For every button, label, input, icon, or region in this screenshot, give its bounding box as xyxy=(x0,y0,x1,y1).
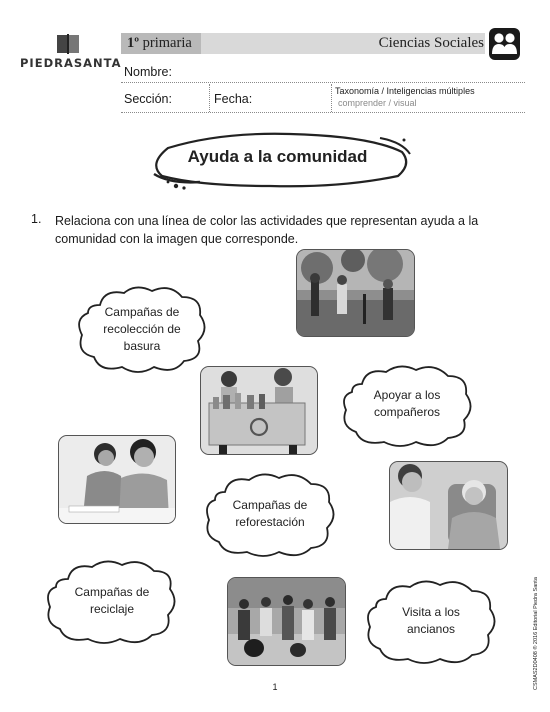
cloud-label: Campañas de reforestación xyxy=(232,498,308,529)
taxonomy-values: comprender / visual xyxy=(338,98,417,108)
section-divider xyxy=(209,84,210,112)
instruction-text: Relaciona con una línea de color las actividades que representan ayuda a la comunidad con la imagen que corresponde. xyxy=(55,214,479,246)
cloud-garbage-collection[interactable] xyxy=(76,285,208,373)
subject-label: Ciencias Sociales xyxy=(378,35,484,51)
photo-recycling-bin[interactable] xyxy=(200,366,318,455)
photo-boys-studying[interactable] xyxy=(58,435,176,524)
cloud-label: Campañas de reciclaje xyxy=(74,585,150,616)
tree-planting-image xyxy=(297,250,414,336)
boys-studying-image xyxy=(59,436,175,523)
grade-number: 1º xyxy=(127,35,140,51)
garbage-pickup-image xyxy=(228,578,345,665)
cloud-label: Visita a los ancianos xyxy=(402,605,460,636)
recycling-bin-image xyxy=(201,367,317,454)
logo-book-icon xyxy=(55,34,81,54)
instruction-number: 1. xyxy=(31,212,42,226)
name-divider xyxy=(121,82,525,83)
elderly-visit-image xyxy=(390,462,507,549)
people-icon xyxy=(489,28,520,60)
publisher-logo: PIEDRASANTA xyxy=(20,56,122,70)
cloud-label: Campañas de recolección de basura xyxy=(103,304,181,353)
cloud-visit-elderly[interactable] xyxy=(364,577,498,665)
cloud-reforestation[interactable] xyxy=(203,470,337,558)
photo-elderly-visit[interactable] xyxy=(389,461,508,550)
section-label: Sección: xyxy=(124,92,172,106)
page-number: 1 xyxy=(272,682,278,692)
name-label: Nombre: xyxy=(124,65,172,79)
date-label: Fecha: xyxy=(214,92,253,106)
cloud-label: Apoyar a los compañeros xyxy=(373,388,441,419)
side-code: CSMAS2D0408 ® 2016 Editorial Piedra Santa xyxy=(533,577,539,690)
date-divider xyxy=(331,84,332,112)
grade-text: primaria xyxy=(139,35,192,51)
photo-tree-planting[interactable] xyxy=(296,249,415,337)
taxonomy-label: Taxonomía / Inteligencias múltiples xyxy=(335,86,475,96)
grade-label xyxy=(127,35,192,52)
header-bottom-divider xyxy=(121,112,525,113)
page-title: Ayuda a la comunidad xyxy=(187,147,368,166)
photo-garbage-pickup[interactable] xyxy=(227,577,346,666)
cloud-support-classmates[interactable] xyxy=(340,362,474,446)
cloud-recycling[interactable] xyxy=(46,557,178,645)
